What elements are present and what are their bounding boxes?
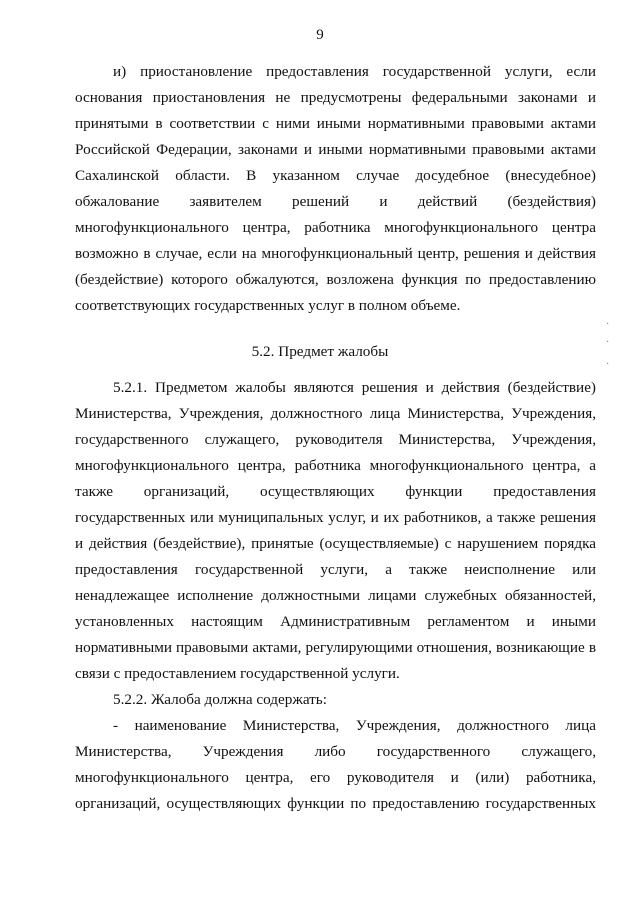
- paragraph-line: также организаций, осуществляющих функции предоставления: [75, 483, 596, 500]
- scan-mark: ·: [606, 337, 610, 348]
- paragraph-line: основания приостановления не предусмотрены федеральными законами и: [75, 89, 596, 106]
- paragraph-line: Министерства, Учреждения, должностного лица Министерства, Учреждения,: [75, 405, 596, 422]
- paragraph-line: установленных настоящим Административным регламентом и иными: [75, 613, 596, 630]
- paragraph-line: ненадлежащее исполнение должностными лицами служебных обязанностей,: [75, 587, 596, 604]
- paragraph-line: и действия (бездействие), принятые (осуществляемые) с нарушением порядка: [75, 535, 596, 552]
- scan-mark: ·: [606, 359, 610, 370]
- paragraph-line: предоставления государственной услуги, а также неисполнение или: [75, 561, 596, 578]
- paragraph-line: и) приостановление предоставления государственной услуги, если: [113, 63, 596, 80]
- paragraph-line: Российской Федерации, законами и иными нормативными правовыми актами: [75, 141, 596, 158]
- paragraph-line: Министерства, Учреждения либо государственного служащего,: [75, 743, 596, 760]
- paragraph-line: связи с предоставлением государственной услуги.: [75, 665, 400, 682]
- paragraph-line: государственных или муниципальных услуг, и их работников, а также решения: [75, 509, 596, 526]
- list-item-line: - наименование Министерства, Учреждения, должностного лица: [113, 717, 596, 734]
- paragraph-line: организаций, осуществляющих функции по предоставлению государственных: [75, 795, 596, 812]
- paragraph-line: государственного служащего, руководителя Министерства, Учреждения,: [75, 431, 596, 448]
- paragraph-line: нормативными правовыми актами, регулирующими отношения, возникающие в: [75, 639, 596, 656]
- page-number: 9: [316, 27, 324, 43]
- paragraph-line: 5.2.1. Предметом жалобы являются решения и действия (бездействие): [113, 379, 596, 396]
- paragraph-line: соответствующих государственных услуг в полном объеме.: [75, 297, 461, 314]
- paragraph-line: (бездействие) которого обжалуются, возложена функция по предоставлению: [75, 271, 596, 288]
- scan-mark: ·: [606, 319, 610, 330]
- paragraph-line: Сахалинской области. В указанном случае досудебное (внесудебное): [75, 167, 596, 184]
- paragraph-line: принятыми в соответствии с ними иными нормативными правовыми актами: [75, 115, 596, 132]
- section-heading: 5.2. Предмет жалобы: [251, 343, 389, 360]
- paragraph-line: многофункционального центра, работника многофункционального центра, а: [75, 457, 596, 474]
- paragraph-line: многофункционального центра, его руководителя и (или) работника,: [75, 769, 596, 786]
- paragraph-line: возможно в случае, если на многофункциональный центр, решения и действия: [75, 245, 596, 262]
- paragraph-line: обжалование заявителем решений и действий (бездействия): [75, 193, 596, 210]
- paragraph-line: многофункционального центра, работника многофункционального центра: [75, 219, 596, 236]
- paragraph-line: 5.2.2. Жалоба должна содержать:: [113, 691, 327, 708]
